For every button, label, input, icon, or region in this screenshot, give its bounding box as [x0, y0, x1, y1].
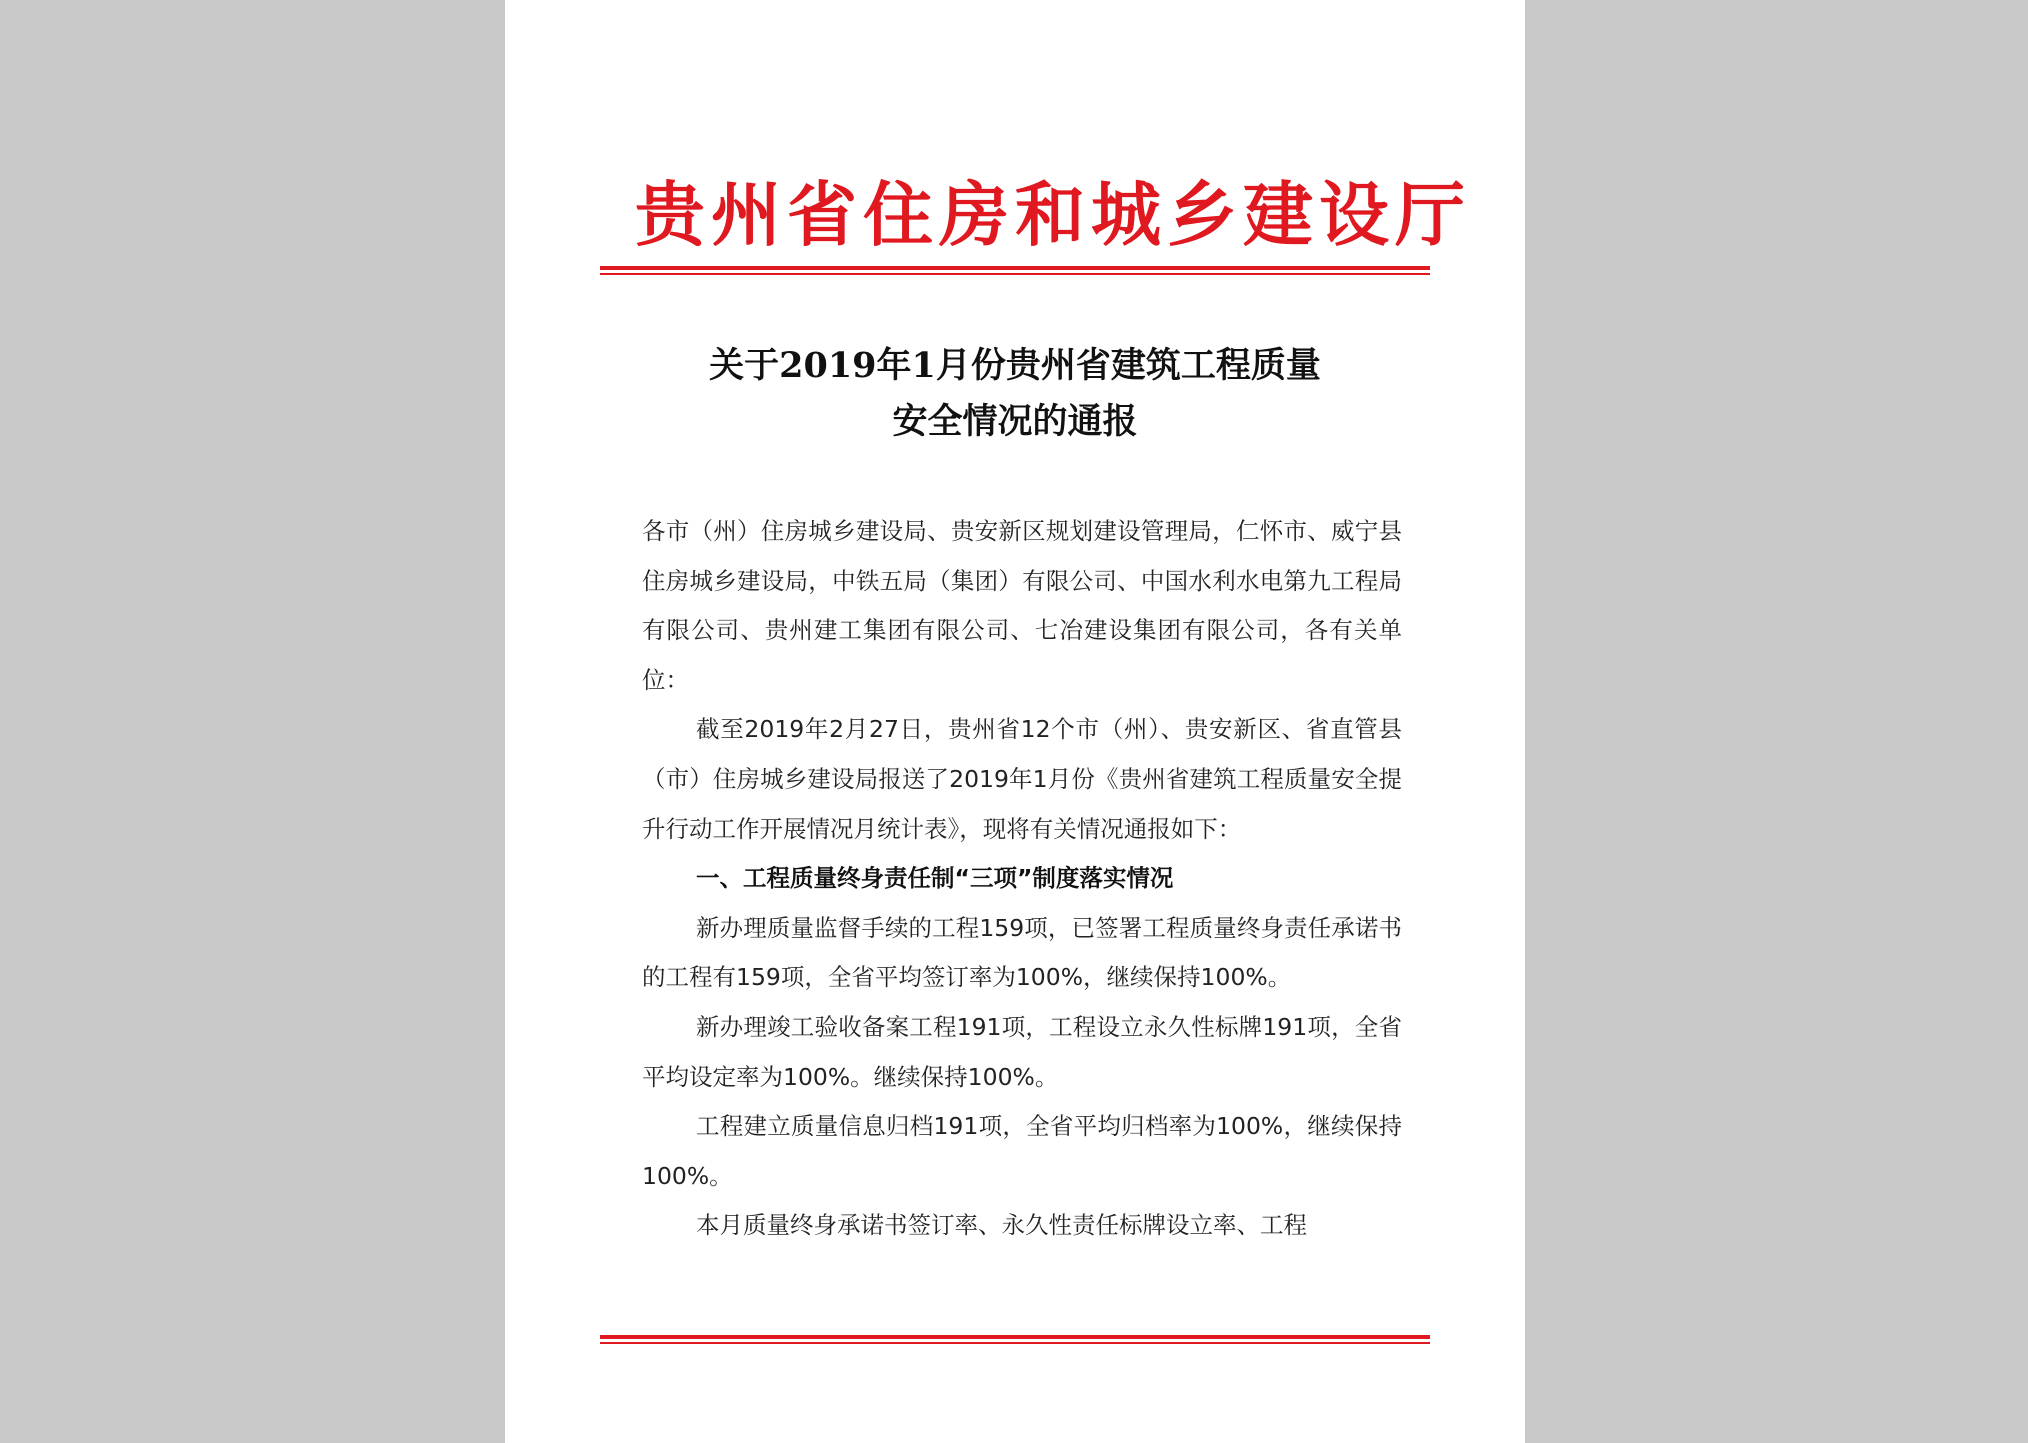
intro-paragraph: 截至2019年2月27日，贵州省12个市（州）、贵安新区、省直管县（市）住房城乡建设局报送了2019年1月份《贵州省建筑工程质量安全提升行动工作开展情况月统计表》，现将有关情况通报如下：: [642, 715, 1402, 843]
body-paragraph: 本月质量终身承诺书签订率、永久性责任标牌设立率、工程: [696, 1211, 1307, 1240]
body-paragraph: 新办理质量监督手续的工程159项，已签署工程质量终身责任承诺书的工程有159项，全省平均签订率为100%，继续保持100%。: [642, 913, 1402, 992]
body-paragraph: 工程建立质量信息归档191项，全省平均归档率为100%，继续保持100%。: [642, 1112, 1402, 1190]
masthead-divider: [600, 266, 1430, 276]
addressee-paragraph: 各市（州）住房城乡建设局、贵安新区规划建设管理局，仁怀市、威宁县住房城乡建设局，中铁五局（集团）有限公司、中国水利水电第九工程局有限公司、贵州建工集团有限公司、七冶建设集团有限公司，各有关单位：: [642, 517, 1402, 694]
document-title-line-1: 关于2019年1月份贵州省建筑工程质量: [709, 345, 1321, 386]
section-heading: 一、工程质量终身责任制“三项”制度落实情况: [696, 864, 1174, 893]
divider-thin-line: [600, 1342, 1430, 1344]
divider-thin-line: [600, 273, 1430, 275]
document-body: [642, 507, 1402, 1251]
document-title: [600, 338, 1430, 450]
document-title-line-2: 安全情况的通报: [892, 401, 1138, 442]
document-page: [505, 0, 1525, 1443]
body-paragraph: 新办理竣工验收备案工程191项，工程设立永久性标牌191项，全省平均设定率为100%。继续保持100%。: [642, 1012, 1402, 1091]
divider-thick-line: [600, 1335, 1430, 1339]
footer-divider: [600, 1335, 1430, 1345]
divider-thick-line: [600, 266, 1430, 270]
issuing-authority-masthead: 贵州省住房和城乡建设厅: [635, 173, 1471, 256]
